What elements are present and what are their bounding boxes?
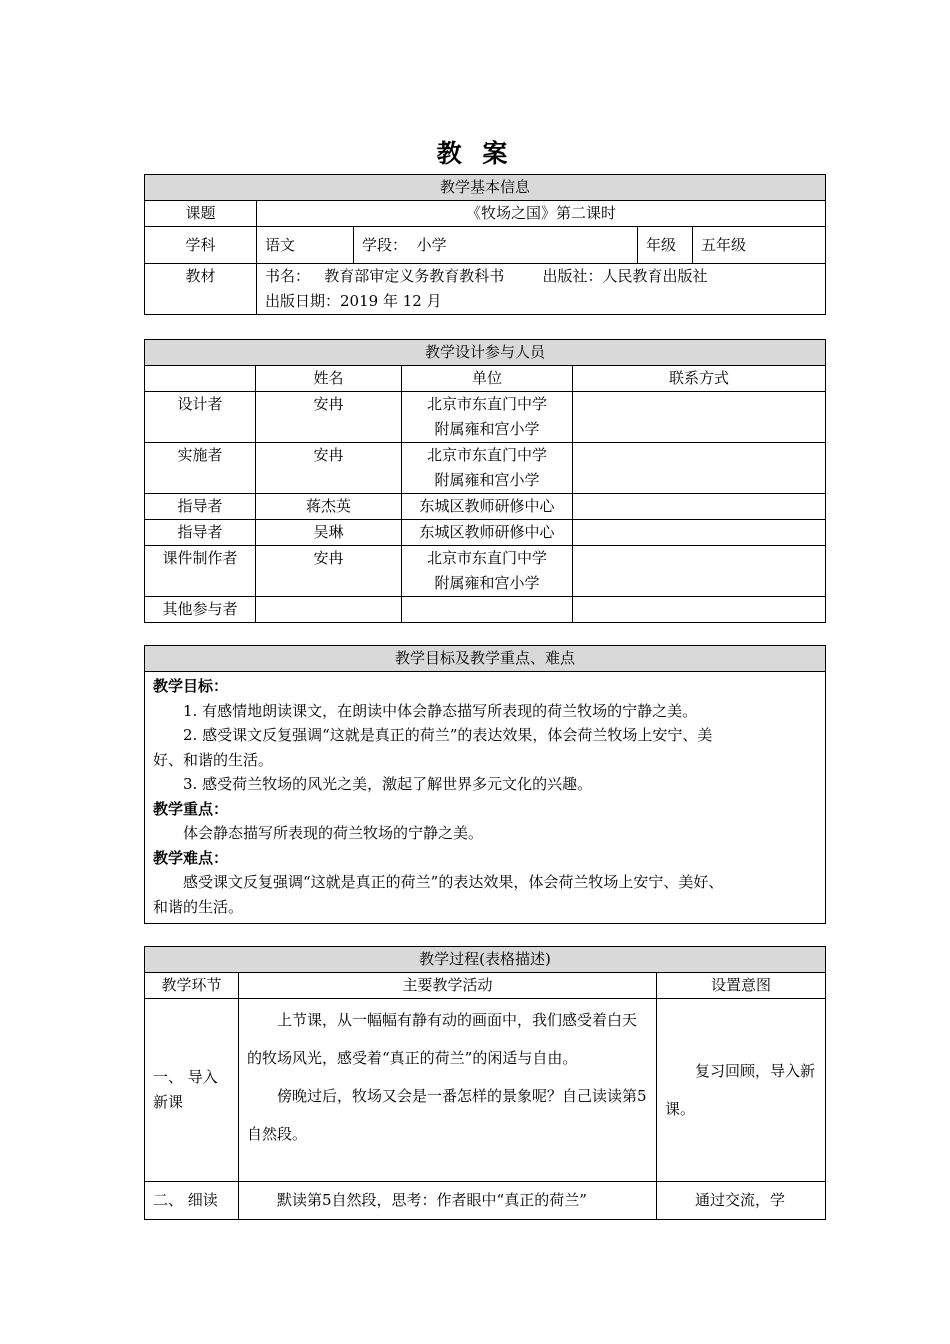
contact — [573, 546, 826, 597]
col-unit: 单位 — [402, 366, 573, 392]
person-name: 安冉 — [256, 546, 402, 597]
unit-line2: 附属雍和宫小学 — [434, 574, 540, 592]
table-row — [145, 392, 826, 443]
contact — [573, 392, 826, 443]
material-info — [257, 264, 826, 315]
person-name: 安冉 — [256, 392, 402, 443]
contact — [573, 520, 826, 546]
unit: 东城区教师研修中心 — [402, 494, 573, 520]
empty-cell — [145, 366, 256, 392]
col-intent: 设置意图 — [657, 973, 826, 999]
material-label: 教材 — [145, 264, 257, 315]
table-row — [145, 520, 826, 546]
basic-info-table — [144, 174, 826, 315]
activity — [239, 999, 657, 1182]
table-row — [145, 999, 826, 1182]
stage-cell — [354, 227, 638, 264]
role: 实施者 — [145, 443, 256, 494]
goal-label: 教学目标： — [153, 677, 229, 695]
col-stage: 教学环节 — [145, 973, 239, 999]
intent: 复习回顾，导入新课。 — [657, 999, 826, 1182]
stage-value: 小学 — [416, 235, 447, 254]
stage-line2: 新课 — [153, 1093, 184, 1111]
contact — [573, 443, 826, 494]
unit — [402, 392, 573, 443]
goal-2b: 好、和谐的生活。 — [153, 750, 274, 769]
contact — [573, 494, 826, 520]
col-name: 姓名 — [256, 366, 402, 392]
role: 指导者 — [145, 494, 256, 520]
key-label: 教学重点： — [153, 799, 229, 818]
goal-2a: 2. 感受课文反复强调“这就是真正的荷兰”的表达效果，体会荷兰牧场上安宁、美 — [183, 726, 713, 744]
person-name: 蒋杰英 — [256, 494, 402, 520]
participants-table — [144, 339, 826, 623]
stage-label: 学段： — [362, 235, 408, 254]
stage: 二、 细读 — [145, 1182, 239, 1220]
topic-value: 《牧场之国》第二课时 — [257, 201, 826, 227]
material-line1: 书名： 教育部审定义务教育教科书 出版社：人民教育出版社 — [265, 267, 708, 285]
stage — [145, 999, 239, 1182]
unit — [402, 597, 573, 623]
role: 设计者 — [145, 392, 256, 443]
unit — [402, 546, 573, 597]
goals-table — [144, 645, 826, 924]
key-text: 体会静态描写所表现的荷兰牧场的宁静之美。 — [183, 824, 484, 842]
process-table — [144, 946, 826, 1220]
table-row — [145, 597, 826, 623]
person-name — [256, 597, 402, 623]
contact — [573, 597, 826, 623]
goal-3: 3. 感受荷兰牧场的风光之美，激起了解世界多元文化的兴趣。 — [183, 775, 593, 793]
role: 其他参与者 — [145, 597, 256, 623]
topic-label: 课题 — [145, 201, 257, 227]
material-line2: 出版日期：2019 年 12 月 — [265, 292, 442, 310]
subject-value: 语文 — [257, 227, 354, 264]
subject-label: 学科 — [145, 227, 257, 264]
table-row — [145, 494, 826, 520]
unit: 东城区教师研修中心 — [402, 520, 573, 546]
grade-label: 年级 — [638, 227, 693, 264]
goals-header: 教学目标及教学重点、难点 — [145, 646, 826, 672]
role: 课件制作者 — [145, 546, 256, 597]
basic-info-header: 教学基本信息 — [145, 175, 826, 201]
page-title: 教 案 — [436, 139, 514, 168]
unit — [402, 443, 573, 494]
col-activity: 主要教学活动 — [239, 973, 657, 999]
table-row — [145, 1182, 826, 1220]
unit-line1: 北京市东直门中学 — [426, 446, 547, 464]
unit-line2: 附属雍和宫小学 — [434, 471, 540, 489]
activity: 默读第5自然段，思考：作者眼中“真正的荷兰” — [239, 1182, 657, 1220]
table-row — [145, 546, 826, 597]
table-row — [145, 443, 826, 494]
unit-line1: 北京市东直门中学 — [426, 395, 547, 413]
difficulty-text-a: 感受课文反复强调“这就是真正的荷兰”的表达效果，体会荷兰牧场上安宁、美好、 — [183, 873, 724, 891]
participants-header: 教学设计参与人员 — [145, 340, 826, 366]
role: 指导者 — [145, 520, 256, 546]
col-contact: 联系方式 — [573, 366, 826, 392]
activity-p1: 上节课，从一幅幅有静有动的画面中，我们感受着白天的牧场风光，感受着“真正的荷兰”的闲适与自由。 — [247, 1011, 638, 1067]
unit-line2: 附属雍和宫小学 — [434, 420, 540, 438]
goals-body — [145, 672, 826, 924]
process-header: 教学过程(表格描述) — [145, 947, 826, 973]
person-name: 安冉 — [256, 443, 402, 494]
stage-line1: 一、 导入 — [153, 1068, 218, 1086]
difficulty-text-b: 和谐的生活。 — [153, 897, 244, 916]
difficulty-label: 教学难点： — [153, 848, 229, 867]
goal-1: 1. 有感情地朗读课文，在朗读中体会静态描写所表现的荷兰牧场的宁静之美。 — [183, 701, 698, 720]
intent: 通过交流，学 — [657, 1182, 826, 1220]
activity-p2: 傍晚过后，牧场又会是一番怎样的景象呢？自己读读第5自然段。 — [247, 1087, 647, 1143]
person-name: 吴琳 — [256, 520, 402, 546]
unit-line1: 北京市东直门中学 — [426, 549, 547, 567]
grade-value: 五年级 — [693, 227, 826, 264]
